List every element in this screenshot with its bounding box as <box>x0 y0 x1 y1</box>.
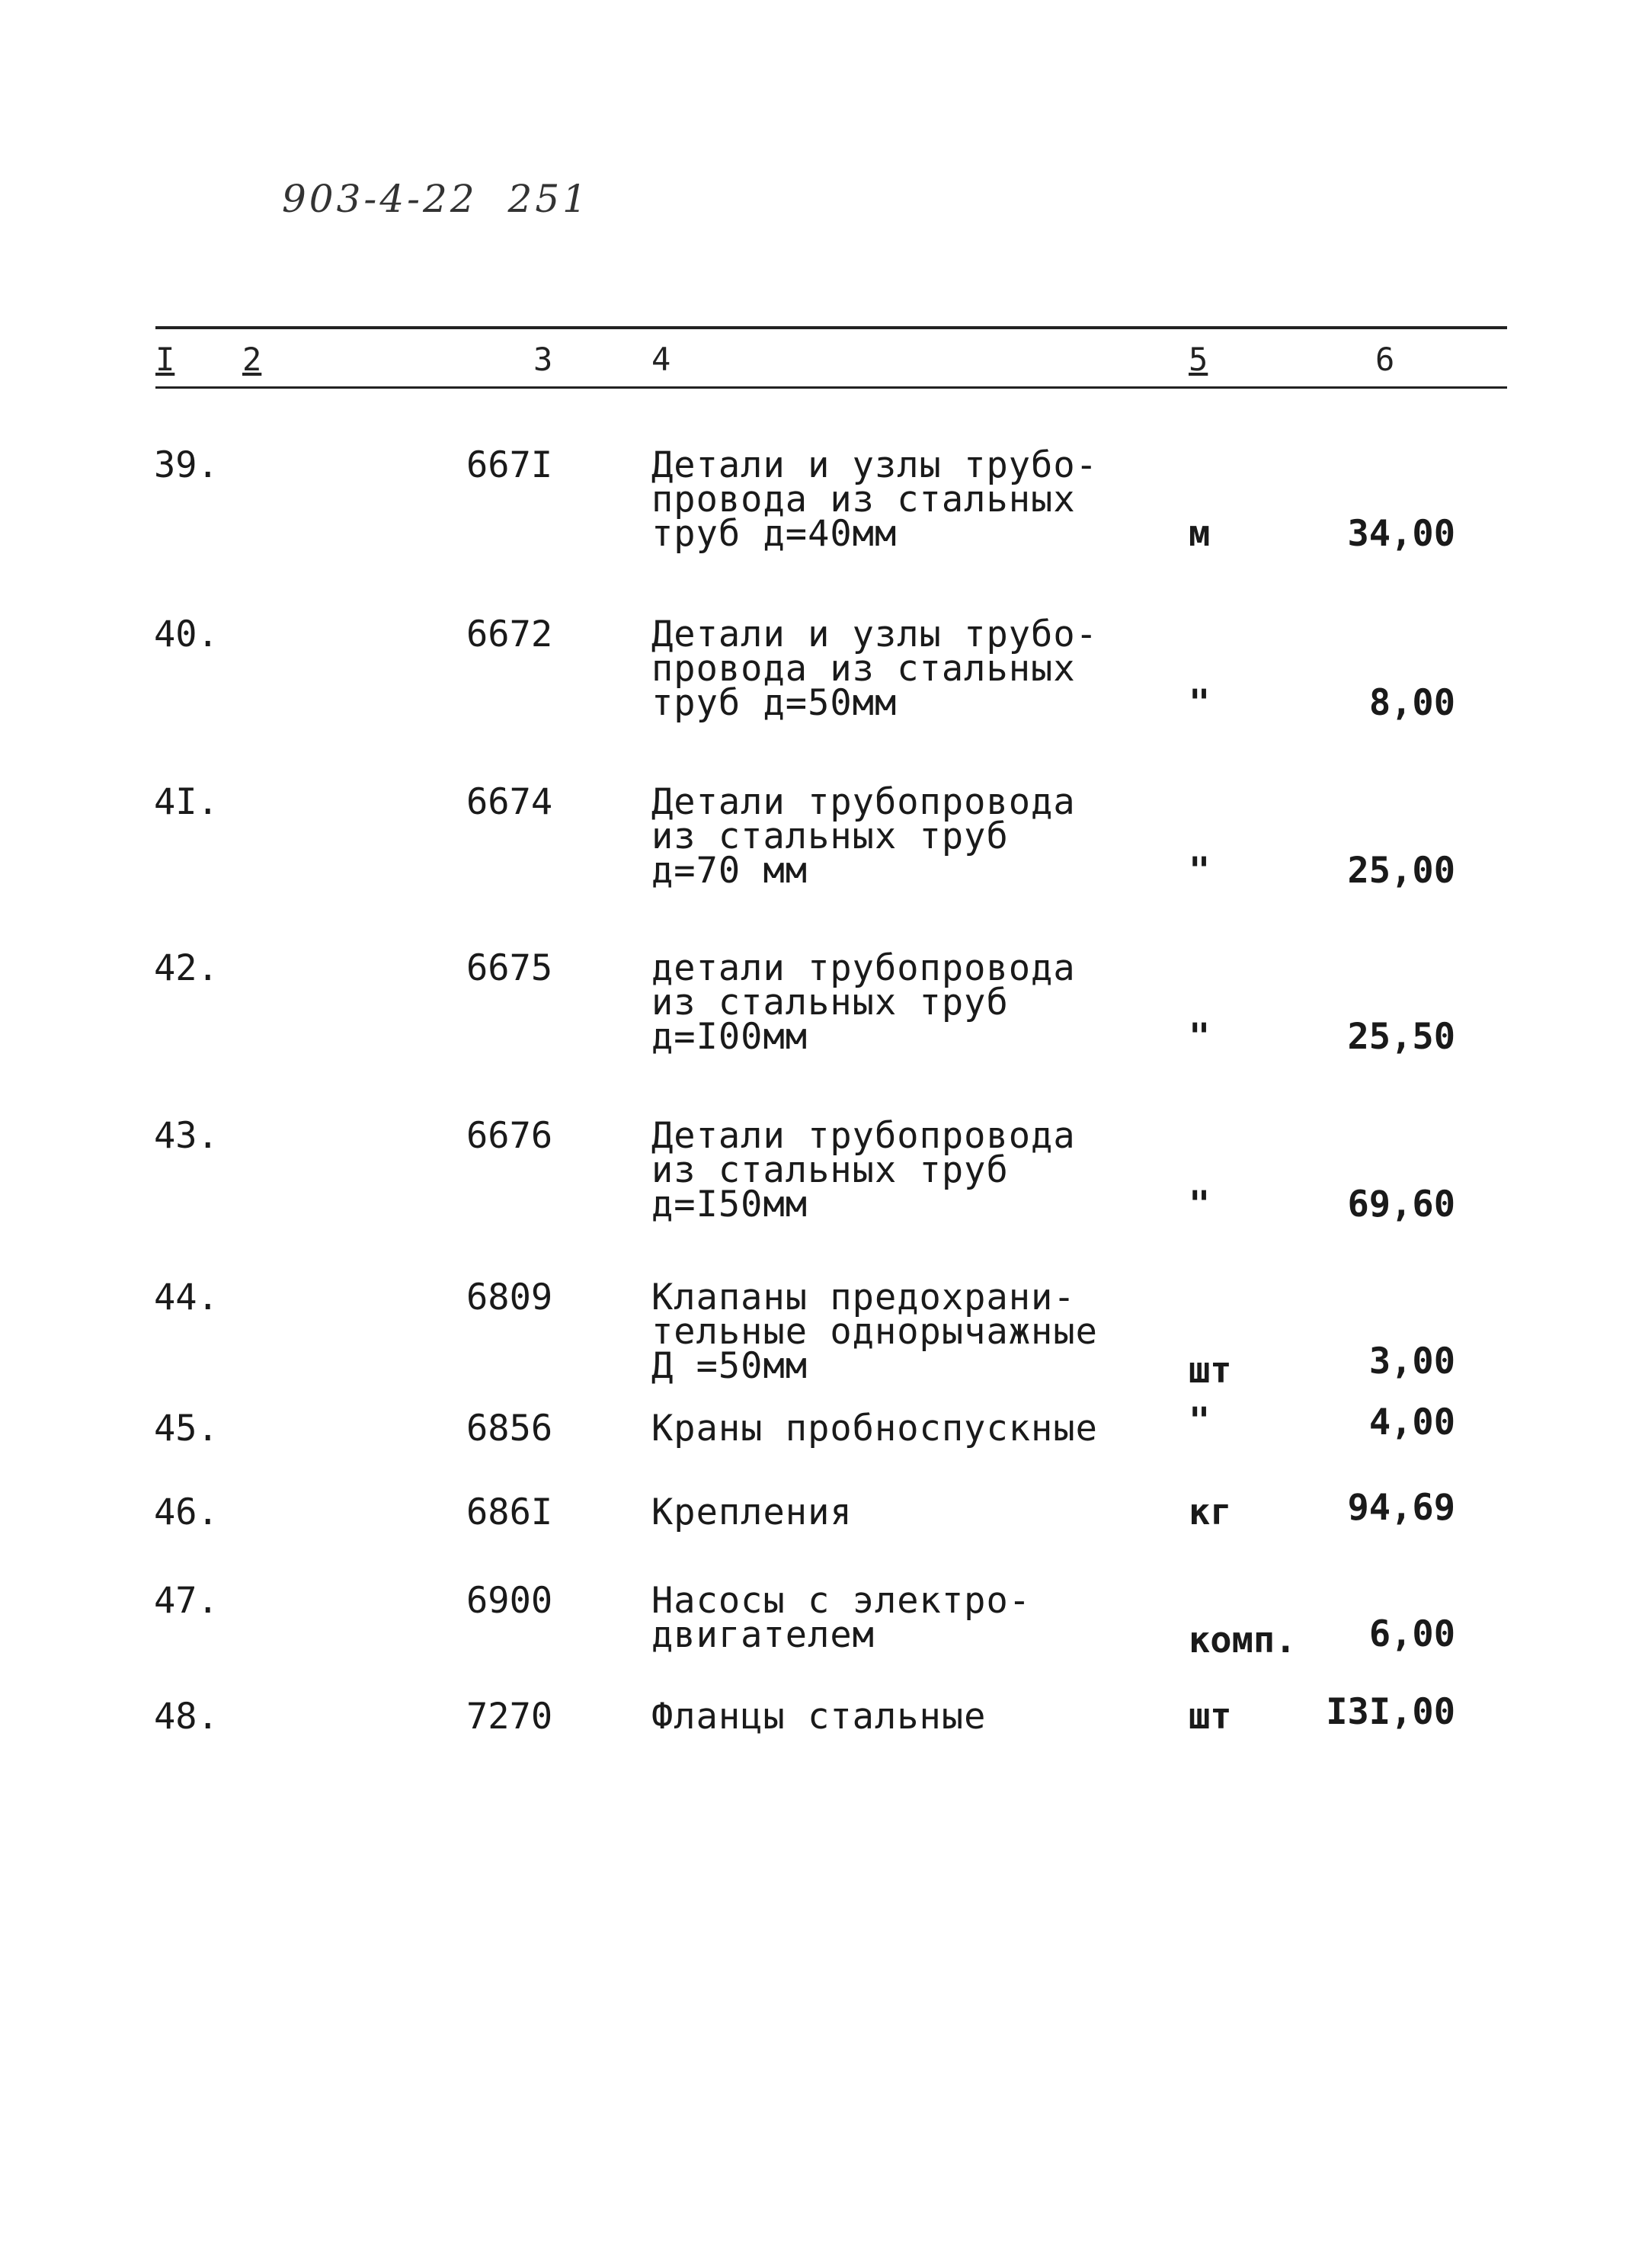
row-quantity: 4,00 <box>1368 1401 1455 1443</box>
row-code: 6856 <box>466 1408 553 1450</box>
row-unit: м <box>1189 513 1211 555</box>
row-code: 6900 <box>466 1580 553 1622</box>
row-code: 6674 <box>466 781 553 823</box>
description-line: д=I00мм <box>651 1016 808 1058</box>
row-number: 39. <box>154 444 219 486</box>
description-line: двигателем <box>651 1614 875 1656</box>
description-line: Детали и узлы трубо- <box>651 613 1098 655</box>
row-quantity: 34,00 <box>1347 513 1455 555</box>
row-unit: комп. <box>1189 1619 1297 1661</box>
description-line: Насосы с электро- <box>651 1580 1032 1622</box>
row-unit: " <box>1189 1184 1211 1225</box>
row-unit: " <box>1189 1016 1211 1058</box>
column-header-3: 3 <box>533 341 553 378</box>
description-line: детали трубопровода <box>651 947 1076 989</box>
row-number: 42. <box>154 947 219 989</box>
row-unit: " <box>1189 682 1211 724</box>
row-number: 44. <box>154 1277 219 1318</box>
row-number: 4I. <box>154 781 219 823</box>
row-number: 43. <box>154 1115 219 1157</box>
table-top-rule <box>155 326 1507 329</box>
row-quantity: 69,60 <box>1347 1184 1455 1225</box>
description-line: труб д=40мм <box>651 513 898 555</box>
row-quantity: 94,69 <box>1347 1487 1455 1529</box>
row-description <box>651 1277 1098 1387</box>
row-code: 667I <box>466 444 553 486</box>
column-header-1: I <box>155 341 175 378</box>
row-unit: кг <box>1189 1491 1232 1533</box>
description-line: Крепления <box>651 1491 853 1533</box>
description-line: д=I50мм <box>651 1184 808 1225</box>
row-code: 686I <box>466 1491 553 1533</box>
row-description <box>651 1491 853 1533</box>
description-line: из стальных труб <box>651 815 1009 857</box>
row-code: 6809 <box>466 1277 553 1318</box>
row-quantity: 25,50 <box>1347 1016 1455 1058</box>
description-line: Краны пробноспускные <box>651 1408 1098 1450</box>
description-line: Детали трубопровода <box>651 781 1076 823</box>
row-description <box>651 613 1098 724</box>
row-number: 45. <box>154 1408 219 1450</box>
row-unit: " <box>1189 1400 1211 1442</box>
row-number: 46. <box>154 1491 219 1533</box>
row-code: 6675 <box>466 947 553 989</box>
row-description <box>651 1115 1076 1225</box>
column-header-2: 2 <box>242 341 262 378</box>
handwritten-document-number: 903-4-22 251 <box>282 177 590 221</box>
row-description <box>651 1696 987 1738</box>
description-line: Д =50мм <box>651 1345 808 1387</box>
row-unit: шт <box>1189 1350 1232 1392</box>
description-line: провода из стальных <box>651 648 1076 690</box>
row-unit: шт <box>1189 1696 1232 1738</box>
row-description <box>651 444 1098 555</box>
column-header-6: 6 <box>1375 341 1395 378</box>
row-quantity: 3,00 <box>1368 1341 1455 1382</box>
description-line: провода из стальных <box>651 479 1076 521</box>
row-quantity: 25,00 <box>1347 850 1455 892</box>
description-line: Детали и узлы трубо- <box>651 444 1098 486</box>
description-line: из стальных труб <box>651 982 1009 1023</box>
column-header-4: 4 <box>651 341 671 378</box>
row-number: 40. <box>154 613 219 655</box>
table-header-rule <box>155 386 1507 389</box>
row-description <box>651 1408 1098 1450</box>
row-unit: " <box>1189 850 1211 892</box>
row-quantity: 8,00 <box>1368 682 1455 724</box>
description-line: Клапаны предохрани- <box>651 1277 1076 1318</box>
description-line: труб д=50мм <box>651 682 898 724</box>
row-code: 7270 <box>466 1696 553 1738</box>
description-line: тельные однорычажные <box>651 1311 1098 1353</box>
row-number: 47. <box>154 1580 219 1622</box>
row-number: 48. <box>154 1696 219 1738</box>
description-line: Фланцы стальные <box>651 1696 987 1738</box>
row-description <box>651 781 1076 892</box>
row-quantity: I3I,00 <box>1326 1691 1455 1733</box>
description-line: из стальных труб <box>651 1149 1009 1191</box>
row-description <box>651 1580 1032 1656</box>
row-code: 6672 <box>466 613 553 655</box>
column-header-5: 5 <box>1189 341 1208 378</box>
description-line: Детали трубопровода <box>651 1115 1076 1157</box>
row-quantity: 6,00 <box>1368 1613 1455 1655</box>
description-line: д=70 мм <box>651 850 808 892</box>
row-description <box>651 947 1076 1058</box>
row-code: 6676 <box>466 1115 553 1157</box>
